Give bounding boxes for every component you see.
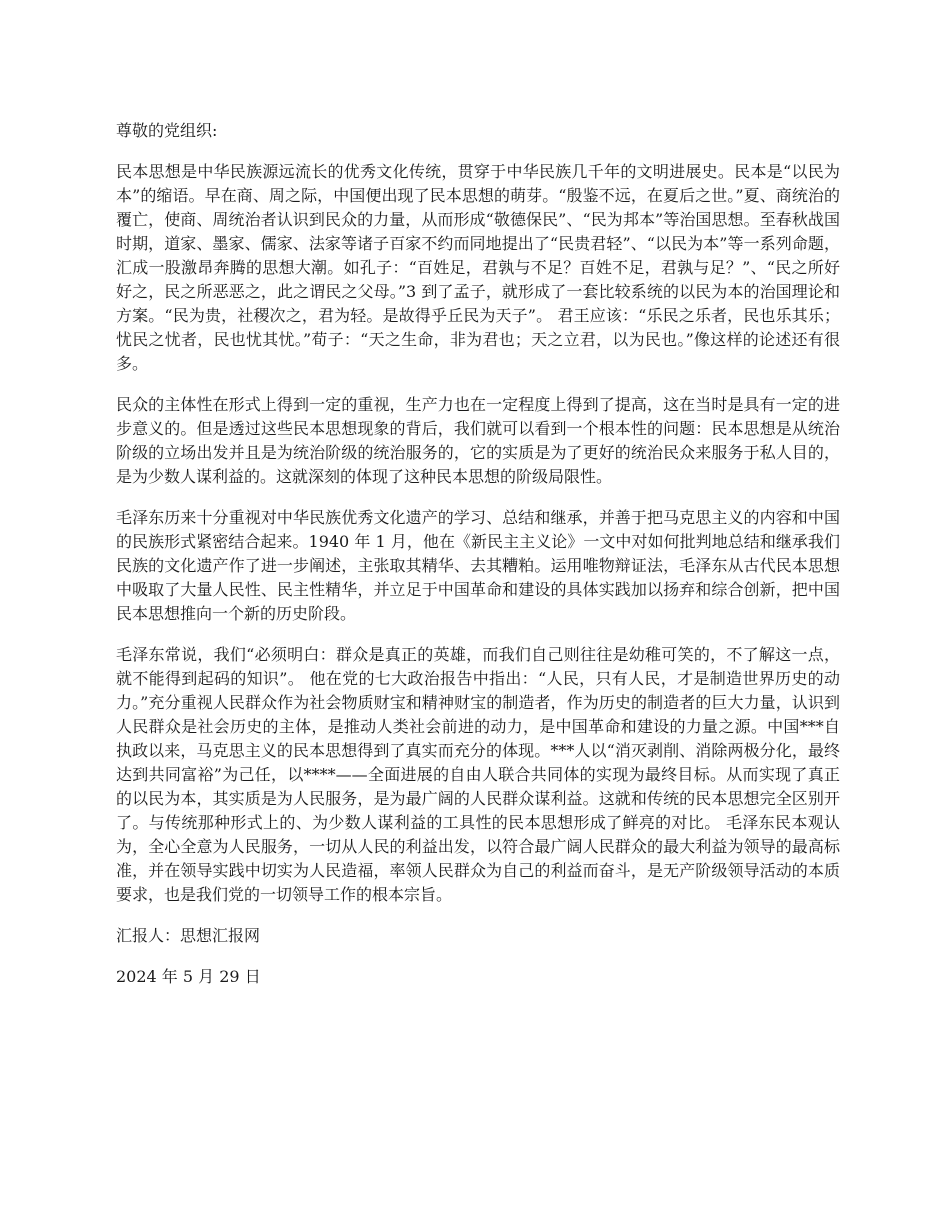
paragraph-2: 民众的主体性在形式上得到一定的重视，生产力也在一定程度上得到了提高，这在当时是具有一定的进步意义的。但是透过这些民本思想现象的背后，我们就可以看到一个根本性的问题：民本思想是从统治阶级的立场出发并且是为统治阶级的统治服务的，它的实质是为了更好的统治民众来服务于私人目的，是为少数人谋利益的。这就深刻的体现了这种民本思想的阶级局限性。 [116, 395, 840, 486]
paragraph-4: 毛泽东常说，我们“必须明白：群众是真正的英雄，而我们自己则往往是幼稚可笑的，不了解这一点，就不能得到起码的知识”。 他在党的七大政治报告中指出：“人民，只有人民，才是制造世界历史的动力。”充分重视人民群众作为社会物质财宝和精神财宝的制造者，作为历史的制造者的巨大力量，认识到人民群众是社会历史的主体，是推动人类社会前进的动力，是中国革命和建设的力量之源。中国***自执政以来，马克思主义的民本思想得到了真实而充分的体现。***人以“消灭剥削、消除两极分化，最终达到共同富裕”为己任，以****——全面进展的自由人联合共同体的实现为最终目标。从而实现了真正的以民为本，其实质是为人民服务，是为最广阔的人民群众谋利益。这就和传统的民本思想完全区别开了。与传统那种形式上的、为少数人谋利益的工具性的民本思想形成了鲜亮的对比。 毛泽东民本观认为，全心全意为人民服务，一切从人民的利益出发，以符合最广阔人民群众的最大利益为领导的最高标准，并在领导实践中切实为人民造福，率领人民群众为自己的利益而奋斗，是无产阶级领导活动的本质要求，也是我们党的一切领导工作的根本宗旨。 [116, 645, 840, 904]
salutation: 尊敬的党组织: [116, 121, 218, 140]
reporter-line: 汇报人：思想汇报网 [116, 926, 261, 945]
report-date: 2024 年 5 月 29 日 [116, 967, 261, 986]
letter-body [116, 119, 840, 1006]
paragraph-1: 民本思想是中华民族源远流长的优秀文化传统，贯穿于中华民族几千年的文明进展史。民本是“以民为本”的缩语。早在商、周之际，中国便出现了民本思想的萌芽。“殷鉴不远，在夏后之世。”夏、商统治的覆亡，使商、周统治者认识到民众的力量，从而形成“敬德保民”、“民为邦本”等治国思想。至春秋战国时期，道家、墨家、儒家、法家等诸子百家不约而同地提出了“民贵君轻”、“以民为本”等一系列命题，汇成一股激昂奔腾的思想大潮。如孔子：“百姓足，君孰与不足？百姓不足，君孰与足？”、“民之所好好之，民之所恶恶之，此之谓民之父母。”3 到了孟子，就形成了一套比较系统的以民为本的治国理论和方案。“民为贵，社稷次之，君为轻。是故得乎丘民为天子”。 君王应该：“乐民之乐者，民也乐其乐；忧民之忧者，民也忧其忧。”荀子：“天之生命，非为君也；天之立君，以为民也。”像这样的论述还有很多。 [116, 162, 840, 373]
paragraph-3: 毛泽东历来十分重视对中华民族优秀文化遗产的学习、总结和继承，并善于把马克思主义的内容和中国的民族形式紧密结合起来。1940 年 1 月，他在《新民主主义论》一文中对如何批判地总结和继承我们民族的文化遗产作了进一步阐述，主张取其精华、去其糟粕。运用唯物辩证法，毛泽东从古代民本思想中吸取了大量人民性、民主性精华，并立足于中国革命和建设的具体实践加以扬弃和综合创新，把中国民本思想推向一个新的历史阶段。 [116, 508, 840, 623]
